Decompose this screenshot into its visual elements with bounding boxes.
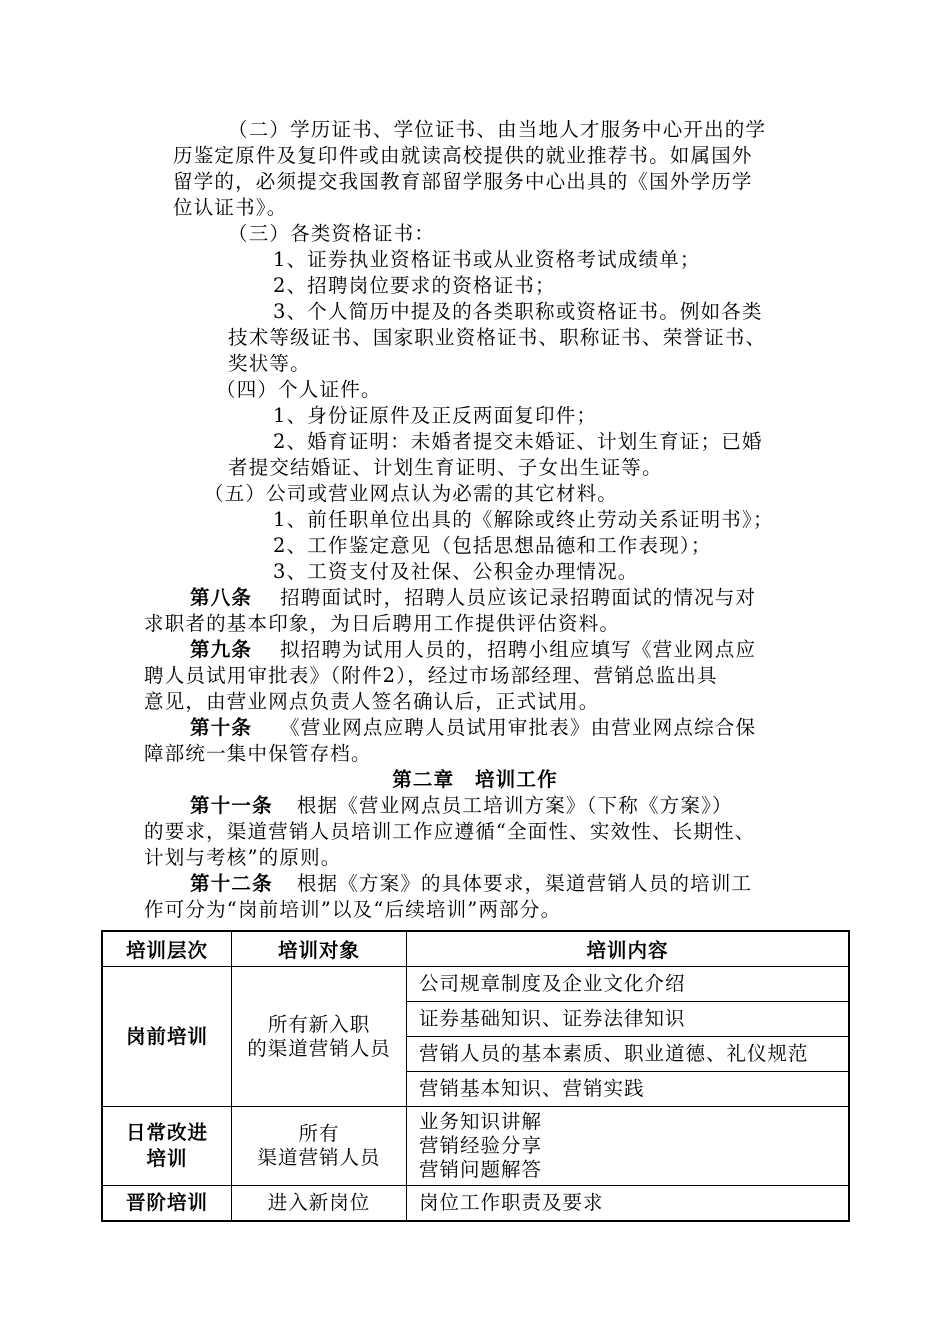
content-cell: 营销人员的基本素质、职业道德、礼仪规范 [407, 1037, 850, 1072]
paragraph-line: 意见，由营业网点负责人签名确认后，正式试用。 [144, 690, 600, 713]
paragraph-line: 2、婚育证明：未婚者提交未婚证、计划生育证；已婚 [273, 430, 763, 453]
level-cell [102, 1107, 232, 1186]
chapter-heading: 第二章 培训工作 [392, 768, 558, 791]
paragraph-line: 者提交结婚证、计划生育证明、子女出生证等。 [228, 456, 663, 479]
paragraph-line: （四）个人证件。 [216, 378, 382, 401]
table-row [102, 967, 849, 1002]
table-row [102, 1186, 849, 1222]
paragraph-line: 计划与考核”的原则。 [144, 846, 342, 869]
article-10-title: 第十条 [190, 716, 253, 739]
target-line: 的渠道营销人员 [247, 1036, 391, 1060]
paragraph-line: 奖状等。 [228, 352, 311, 375]
paragraph-line: 1、身份证原件及正反两面复印件； [273, 404, 598, 427]
paragraph-line: 的要求，渠道营销人员培训工作应遵循“全面性、实效性、长期性、 [144, 820, 756, 843]
content-cell: 岗位工作职责及要求 [407, 1186, 850, 1222]
level-cell: 晋阶培训 [102, 1186, 232, 1222]
header-level: 培训层次 [102, 931, 232, 967]
paragraph-line: 历鉴定原件及复印件或由就读高校提供的就业推荐书。如属国外 [173, 144, 753, 167]
level-line: 培训 [146, 1147, 188, 1170]
content-cell: 公司规章制度及企业文化介绍 [407, 967, 850, 1002]
level-line: 日常改进 [125, 1121, 208, 1144]
paragraph-line: 技术等级证书、国家职业资格证书、职称证书、荣誉证书、 [228, 326, 767, 349]
article-11-title: 第十一条 [190, 794, 273, 817]
article-11: 第十一条 根据《营业网点员工培训方案》（下称《方案》） [190, 794, 733, 817]
target-line: 所有 [298, 1122, 340, 1145]
header-target: 培训对象 [232, 931, 407, 967]
table-header-row [102, 931, 849, 967]
paragraph-line: 聘人员试用审批表》（附件2），经过市场部经理、营销总监出具 [144, 664, 718, 687]
target-cell: 进入新岗位 [232, 1186, 407, 1222]
paragraph-line: 2、招聘岗位要求的资格证书； [273, 274, 556, 297]
target-cell [232, 967, 407, 1107]
article-10: 第十条 《营业网点应聘人员试用审批表》由营业网点综合保 [190, 716, 757, 739]
article-9: 第九条 拟招聘为试用人员的，招聘小组应填写《营业网点应 [190, 638, 757, 661]
content-line: 营销问题解答 [419, 1158, 543, 1181]
paragraph-line: 3、个人简历中提及的各类职称或资格证书。例如各类 [273, 300, 763, 323]
content-line: 营销经验分享 [419, 1134, 543, 1157]
content-cell: 证券基础知识、证券法律知识 [407, 1002, 850, 1037]
training-table [101, 930, 850, 1222]
paragraph-line: 位认证书》。 [173, 196, 288, 219]
paragraph-line: 留学的，必须提交我国教育部留学服务中心出具的《国外学历学 [173, 170, 753, 193]
target-line: 所有新入职 [267, 1012, 371, 1036]
paragraph-line: 3、工资支付及社保、公积金办理情况。 [273, 560, 639, 583]
paragraph-line: 1、证券执业资格证书或从业资格考试成绩单； [273, 248, 701, 271]
target-cell [232, 1107, 407, 1186]
article-9-title: 第九条 [190, 638, 253, 661]
level-cell: 岗前培训 [102, 967, 232, 1107]
paragraph-line: 求职者的基本印象，为日后聘用工作提供评估资料。 [144, 612, 621, 635]
paragraph-line: 1、前任职单位出具的《解除或终止劳动关系证明书》； [273, 508, 774, 531]
article-12: 第十二条 根据《方案》的具体要求，渠道营销人员的培训工 [190, 872, 753, 895]
article-8-title: 第八条 [190, 586, 253, 609]
paragraph-line: 作可分为“岗前培训”以及“后续培训”两部分。 [144, 898, 562, 921]
paragraph-line: （二）学历证书、学位证书、由当地人才服务中心开出的学 [228, 118, 767, 141]
paragraph-line: 障部统一集中保管存档。 [144, 742, 372, 765]
content-cell [407, 1107, 850, 1186]
content-line: 业务知识讲解 [419, 1110, 543, 1133]
article-12-title: 第十二条 [190, 872, 273, 895]
paragraph-line: 2、工作鉴定意见（包括思想品德和工作表现）； [273, 534, 712, 557]
paragraph-line: （三）各类资格证书： [228, 222, 436, 245]
header-content: 培训内容 [407, 931, 850, 967]
content-cell: 营销基本知识、营销实践 [407, 1072, 850, 1107]
paragraph-line: （五）公司或营业网点认为必需的其它材料。 [204, 482, 619, 505]
target-line: 渠道营销人员 [257, 1146, 381, 1169]
article-8: 第八条 招聘面试时，招聘人员应该记录招聘面试的情况与对 [190, 586, 757, 609]
table-row [102, 1107, 849, 1186]
